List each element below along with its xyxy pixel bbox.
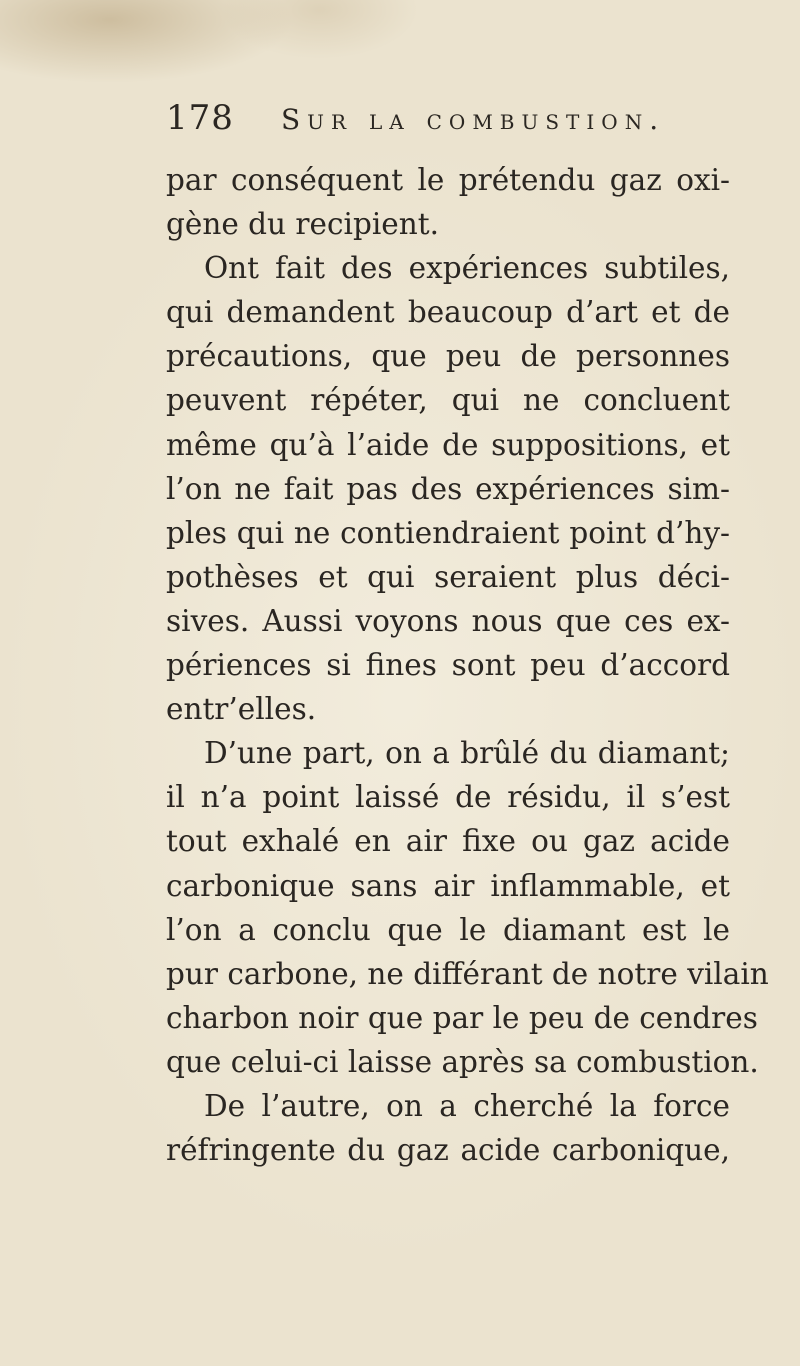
text-line: tout exhalé en air fixe ou gaz acide	[166, 824, 730, 859]
paragraph-first-line: De l’autre, on a cherché la force	[204, 1088, 730, 1123]
text-line: périences si fines sont peu d’accord	[166, 648, 730, 683]
text-line: qui demandent beaucoup d’art et de	[166, 295, 730, 330]
text-line: l’on a conclu que le diamant est le	[166, 912, 730, 947]
body-text	[166, 158, 769, 1172]
text-line: par conséquent le prétendu gaz oxi-	[166, 163, 730, 197]
text-line: sives. Aussi voyons nous que ces ex-	[166, 603, 730, 638]
text-line: même qu’à l’aide de suppositions, et	[166, 427, 730, 462]
running-title: Sur la combustion.	[281, 103, 666, 136]
text-line: gène du recipient.	[166, 207, 439, 242]
text-line: pothèses et qui seraient plus déci-	[166, 559, 730, 594]
text-line: précautions, que peu de personnes	[166, 339, 730, 374]
text-line: ples qui ne contiendraient point d’hy-	[166, 515, 730, 550]
text-line: l’on ne fait pas des expériences sim-	[166, 471, 730, 506]
paragraph-first-line: D’une part, on a brûlé du diamant;	[204, 736, 730, 771]
running-head	[166, 98, 686, 148]
text-line: carbonique sans air inflammable, et	[166, 868, 730, 903]
text-line: réfringente du gaz acide carbonique,	[166, 1133, 730, 1168]
text-line: entr’elles.	[166, 692, 317, 727]
text-line: il n’a point laissé de résidu, il s’est	[166, 780, 730, 815]
page-number: 178	[166, 98, 234, 138]
text-line: pur carbone, ne différant de notre vilain	[166, 956, 769, 991]
text-line: charbon noir que par le peu de cendres	[166, 1000, 758, 1035]
text-line: peuvent répéter, qui ne concluent	[166, 383, 730, 418]
text-line: que celui-ci laisse après sa combustion.	[166, 1044, 759, 1079]
paragraph-first-line: Ont fait des expériences subtiles,	[204, 251, 730, 286]
